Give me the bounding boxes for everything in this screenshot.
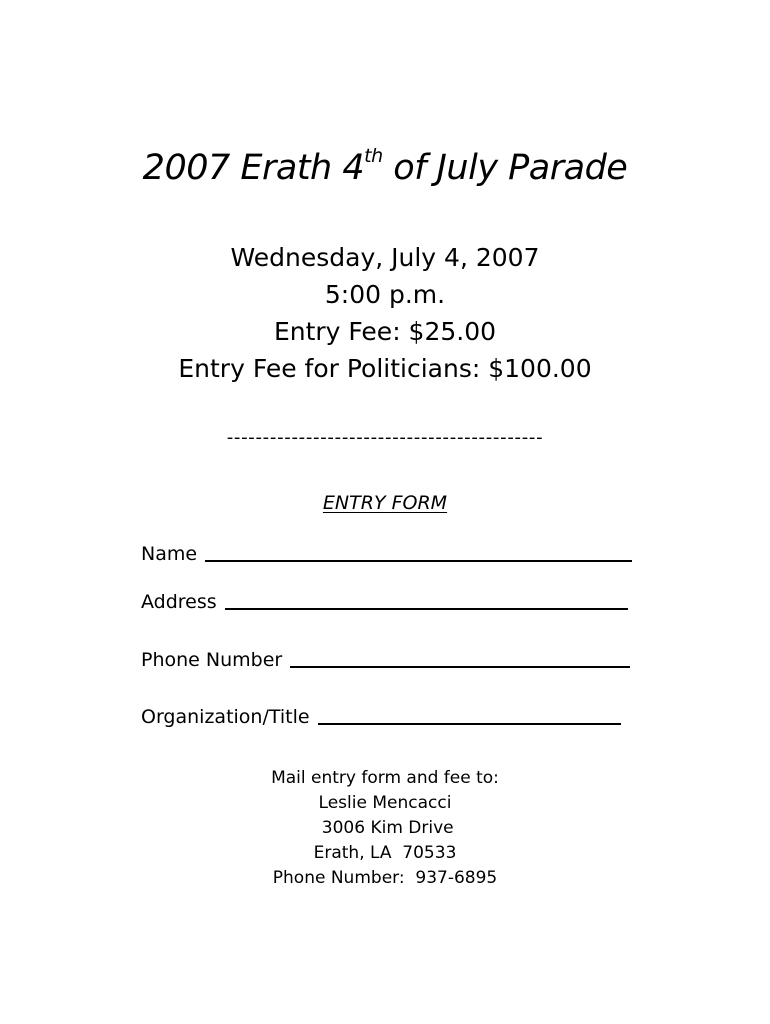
page-title <box>0 145 770 188</box>
cut-line-separator: -------------------------------------------- <box>226 427 544 448</box>
event-time: 5:00 p.m. <box>324 280 446 309</box>
mailing-phone: Phone Number: 937-6895 <box>272 868 498 888</box>
event-details <box>0 239 770 387</box>
name-field <box>141 543 632 565</box>
mailing-street: 3006 Kim Drive <box>316 818 454 838</box>
event-date: Wednesday, July 4, 2007 <box>230 243 540 272</box>
politician-entry-fee: Entry Fee for Politicians: $100.00 <box>178 354 592 383</box>
mailing-intro: Mail entry form and fee to: <box>271 768 499 788</box>
title-prefix: 2007 Erath 4 <box>142 148 365 188</box>
title-superscript: th <box>364 145 383 167</box>
name-blank-line <box>205 560 632 562</box>
address-blank-line <box>225 608 628 610</box>
address-label: Address <box>141 591 217 613</box>
mailing-recipient: Leslie Mencacci <box>318 793 452 813</box>
organization-title-blank-line <box>318 723 621 725</box>
title-suffix: of July Parade <box>382 148 628 188</box>
phone-number-label: Phone Number <box>141 649 283 671</box>
organization-title-field <box>141 706 621 728</box>
entry-fee: Entry Fee: $25.00 <box>273 317 497 346</box>
phone-number-field <box>141 649 630 671</box>
name-label: Name <box>141 543 198 565</box>
organization-title-label: Organization/Title <box>141 706 310 728</box>
mailing-city: Erath, LA 70533 <box>313 843 457 863</box>
phone-number-blank-line <box>290 666 630 668</box>
address-field <box>141 591 628 613</box>
mailing-instructions <box>0 766 770 891</box>
entry-form-heading: ENTRY FORM <box>322 492 448 514</box>
